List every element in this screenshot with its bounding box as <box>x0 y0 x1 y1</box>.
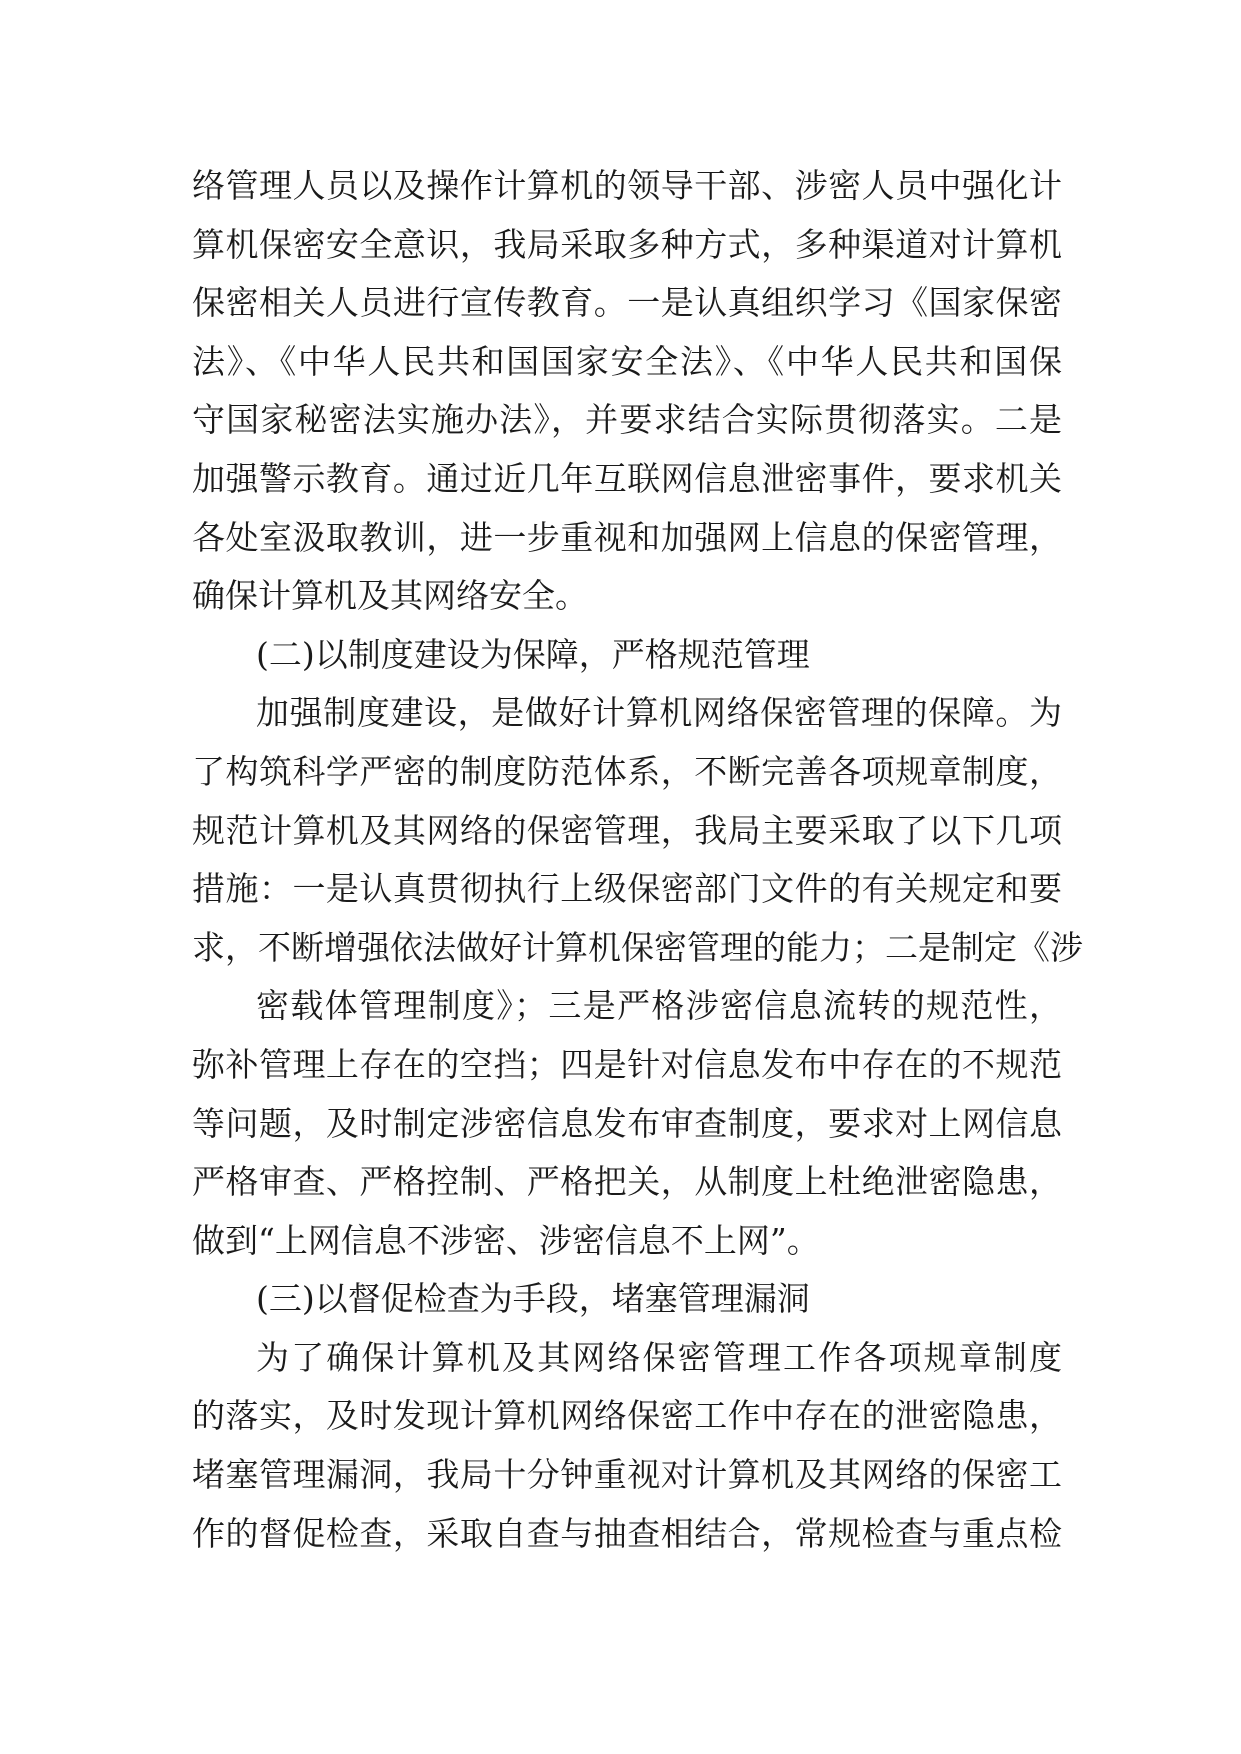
text-line: 法》、《中华人民共和国国家安全法》、《中华人民共和国保 <box>192 341 1062 381</box>
text-line: 加强制度建设，是做好计算机网络保密管理的保障。为 <box>256 693 1062 733</box>
text-line: 作的督促检查，采取自查与抽查相结合，常规检查与重点检 <box>192 1513 1062 1553</box>
text-line: 加强警示教育。通过近几年互联网信息泄密事件，要求机关 <box>192 458 1062 498</box>
text-line: 的落实，及时发现计算机网络保密工作中存在的泄密隐患， <box>192 1396 1062 1436</box>
text-line: 守国家秘密法实施办法》，并要求结合实际贯彻落实。二是 <box>192 400 1062 440</box>
text-line: 堵塞管理漏洞，我局十分钟重视对计算机及其网络的保密工 <box>192 1455 1062 1495</box>
text-line: 规范计算机及其网络的保密管理，我局主要采取了以下几项 <box>192 810 1062 850</box>
text-line: 为了确保计算机及其网络保密管理工作各项规章制度 <box>256 1337 1062 1377</box>
text-line: 严格审查、严格控制、严格把关，从制度上杜绝泄密隐患， <box>192 1162 1062 1202</box>
text-line: 做到“上网信息不涉密、涉密信息不上网”。 <box>192 1220 820 1260</box>
text-line: 各处室汲取教训，进一步重视和加强网上信息的保密管理， <box>192 517 1062 557</box>
text-line: 密载体管理制度》；三是严格涉密信息流转的规范性， <box>256 986 1062 1026</box>
body-text <box>192 157 1083 1563</box>
section-heading-2: (二)以制度建设为保障，严格规范管理 <box>256 634 810 674</box>
text-line: 弥补管理上存在的空挡；四是针对信息发布中存在的不规范 <box>192 1044 1062 1084</box>
text-line: 保密相关人员进行宣传教育。一是认真组织学习《国家保密 <box>192 283 1062 323</box>
text-line: 确保计算机及其网络安全。 <box>192 576 588 616</box>
text-line: 措施：一是认真贯彻执行上级保密部门文件的有关规定和要 <box>192 869 1062 909</box>
text-line: 了构筑科学严密的制度防范体系，不断完善各项规章制度， <box>192 751 1062 791</box>
text-line: 算机保密安全意识，我局采取多种方式，多种渠道对计算机 <box>192 224 1062 264</box>
text-line: 等问题，及时制定涉密信息发布审查制度，要求对上网信息 <box>192 1103 1062 1143</box>
text-line: 络管理人员以及操作计算机的领导干部、涉密人员中强化计 <box>192 166 1062 205</box>
section-heading-3: (三)以督促检查为手段，堵塞管理漏洞 <box>256 1279 810 1319</box>
text-line: 求，不断增强依法做好计算机保密管理的能力；二是制定《涉 <box>192 927 1083 967</box>
